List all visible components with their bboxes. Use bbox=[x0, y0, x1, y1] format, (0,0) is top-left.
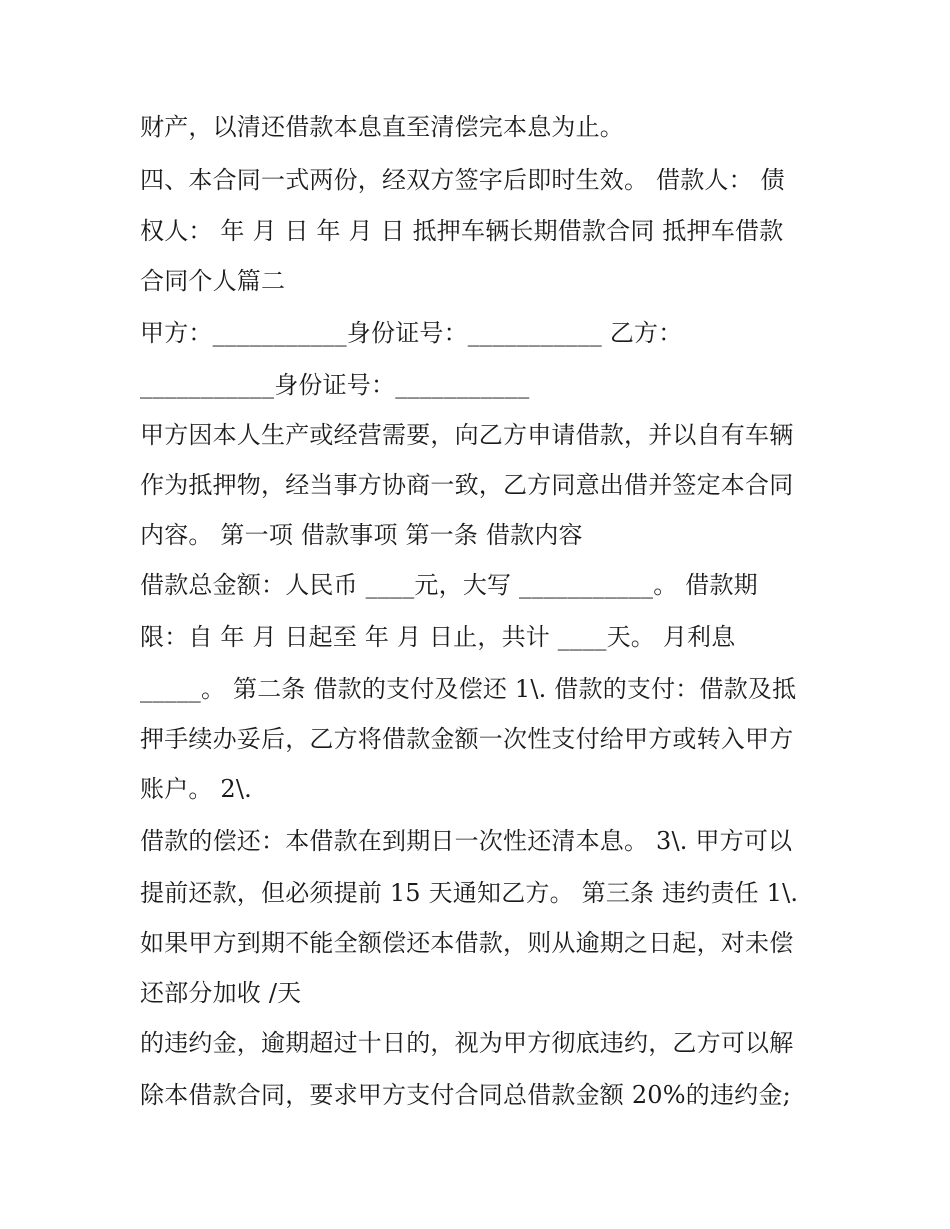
party-b-field-line: ___________身份证号：___________ bbox=[140, 371, 530, 399]
text-line: 如果甲方到期不能全额偿还本借款，则从逾期之日起，对未偿 bbox=[140, 929, 794, 957]
text-line: 作为抵押物，经当事方协商一致，乙方同意出借并签定本合同 bbox=[140, 471, 794, 499]
text-line: 财产，以清还借款本息直至清偿完本息为止。 bbox=[140, 113, 624, 141]
text-line: 甲方因本人生产或经营需要，向乙方申请借款，并以自有车辆 bbox=[140, 421, 794, 449]
text-line: 还部分加收 /天 bbox=[140, 979, 302, 1007]
section-heading: 合同个人篇二 bbox=[140, 267, 286, 295]
text-line: 四、本合同一式两份，经双方签字后即时生效。 借款人： 债 bbox=[140, 166, 785, 194]
text-line: 借款的偿还：本借款在到期日一次性还清本息。 3\. 甲方可以 bbox=[140, 827, 793, 855]
loan-term-line: 限：自 年 月 日起至 年 月 日止，共计 ____天。 月利息 bbox=[140, 623, 736, 651]
text-line: 的违约金，逾期超过十日的，视为甲方彻底违约，乙方可以解 bbox=[140, 1029, 794, 1057]
text-line: _____。 第二条 借款的支付及偿还 1\. 借款的支付：借款及抵 bbox=[140, 675, 797, 703]
text-line: 除本借款合同，要求甲方支付合同总借款金额 20%的违约金; bbox=[140, 1081, 791, 1109]
text-line: 内容。 第一项 借款事项 第一条 借款内容 bbox=[140, 521, 583, 549]
party-a-field-line: 甲方：___________身份证号：___________ 乙方： bbox=[140, 319, 683, 347]
text-line: 提前还款，但必须提前 15 天通知乙方。 第三条 违约责任 1\. bbox=[140, 879, 799, 907]
text-line: 权人： 年 月 日 年 月 日 抵押车辆长期借款合同 抵押车借款 bbox=[140, 217, 784, 245]
loan-amount-line: 借款总金额：人民币 ____元，大写 ___________。 借款期 bbox=[140, 571, 758, 599]
text-line: 账户。 2\. bbox=[140, 775, 253, 803]
text-line: 押手续办妥后，乙方将借款金额一次性支付给甲方或转入甲方 bbox=[140, 725, 794, 753]
